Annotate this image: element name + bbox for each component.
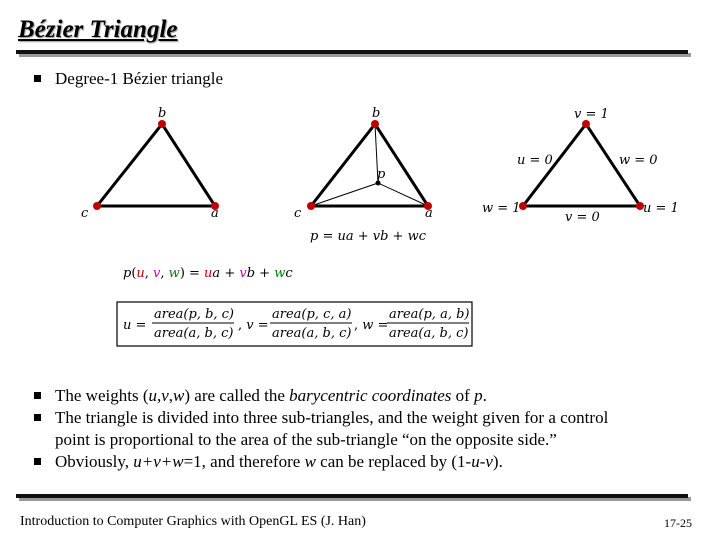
bullet-3-post: can be replaced by (1- (315, 452, 472, 471)
middle-label-c: c (294, 206, 302, 221)
bullet-1-mid: ) are called the (184, 386, 290, 405)
left-label-b: b (158, 106, 167, 121)
bullet-item (34, 385, 714, 407)
bullet-list (34, 385, 714, 473)
footer-text: Introduction to Computer Graphics with OpenGL ES (J. Han) (20, 514, 366, 529)
right-label-right-edge: w = 0 (619, 153, 658, 168)
middle-triangle-outline (311, 124, 428, 206)
bullet-2-line-2: point is proportional to the area of the sub-triangle “on the opposite side.” (55, 430, 557, 449)
bullet-3-w: w (304, 452, 316, 471)
left-vertex-c (93, 202, 101, 210)
left-vertex-b (158, 120, 166, 128)
right-triangle (482, 107, 679, 225)
bullet-3-dash: - (479, 452, 486, 471)
bullet-text (55, 407, 714, 451)
bullet-square-icon (34, 414, 41, 421)
bullet-text (55, 385, 714, 407)
eq-p: p (123, 266, 132, 281)
eq-b: b (246, 266, 256, 281)
ratio-w-lhs: , w = (354, 318, 389, 333)
bullet-item (34, 451, 714, 473)
bullet-square-icon (34, 392, 41, 399)
right-label-left-edge: u = 0 (517, 153, 553, 168)
bullet-text (55, 451, 714, 473)
middle-label-p: p (377, 167, 386, 182)
right-label-bottom-left: w = 1 (482, 201, 521, 216)
left-label-c: c (81, 206, 89, 221)
left-triangle (81, 106, 219, 221)
ratio-u-lhs: u = (123, 318, 147, 333)
eq-u2: u (204, 266, 213, 281)
bullet-3-u: u (471, 452, 480, 471)
bullet-3-v: v (485, 452, 493, 471)
eq-v: v (153, 266, 161, 281)
eq-c: c (285, 266, 293, 281)
bullet-3-mid: =1, and therefore (183, 452, 305, 471)
left-triangle-outline (97, 124, 215, 206)
slide-title: Bézier Triangle (18, 16, 178, 43)
top-bullet-text: Degree-1 Bézier triangle (55, 69, 224, 88)
page-number: 17-25 (664, 516, 692, 530)
middle-label-b: b (372, 106, 381, 121)
bullet-2-line-1: The triangle is divided into three sub-triangles, and the weight given for a control (55, 408, 609, 427)
bullet-1-comma-1: , (156, 386, 162, 405)
bullet-3-end: ). (492, 452, 503, 471)
right-label-bottom-edge: v = 0 (565, 210, 600, 225)
eq-v2: v (239, 266, 247, 281)
ratio-w-numerator: area(p, a, b) (389, 307, 470, 322)
eq-a: a (212, 266, 221, 281)
ratio-v-lhs: , v = (238, 318, 269, 333)
bullet-1-p: p (474, 386, 483, 405)
eq-w: w (168, 266, 180, 281)
left-label-a: a (211, 206, 219, 221)
eq-w2: w (274, 266, 286, 281)
area-ratio-box (117, 302, 472, 346)
middle-vertex-c (307, 202, 315, 210)
ratio-v-numerator: area(p, c, a) (272, 307, 352, 322)
bullet-3-expr: u+v+w (133, 452, 184, 471)
bullet-square-icon (34, 458, 41, 465)
bullet-1-comma-2: , (168, 386, 174, 405)
bullet-1-v: v (161, 386, 169, 405)
middle-vertex-b (371, 120, 379, 128)
colored-equation: p(u, v, w) = ua + vb + wc (123, 266, 293, 281)
footer-divider (16, 494, 688, 498)
bullet-1-emphasis: barycentric coordinates (289, 386, 452, 405)
bullet-1-w: w (173, 386, 185, 405)
bullet-1-end: . (482, 386, 487, 405)
ratio-v-denominator: area(a, b, c) (272, 326, 352, 341)
bullet-1-post: of (451, 386, 475, 405)
middle-triangle (294, 106, 433, 244)
eq-u: u (136, 266, 145, 281)
right-label-bottom-right: u = 1 (643, 201, 679, 216)
bullet-item (34, 407, 714, 451)
ratio-w-denominator: area(a, b, c) (389, 326, 469, 341)
ratio-u-numerator: area(p, b, c) (154, 307, 235, 322)
middle-label-a: a (425, 206, 433, 221)
bullet-1-u: u (148, 386, 157, 405)
ratio-u-denominator: area(a, b, c) (154, 326, 234, 341)
middle-equation: p = ua + vb + wc (310, 229, 426, 244)
right-label-top: v = 1 (574, 107, 609, 122)
bullet-1-pre: The weights ( (55, 386, 149, 405)
bullet-3-pre: Obviously, (55, 452, 134, 471)
